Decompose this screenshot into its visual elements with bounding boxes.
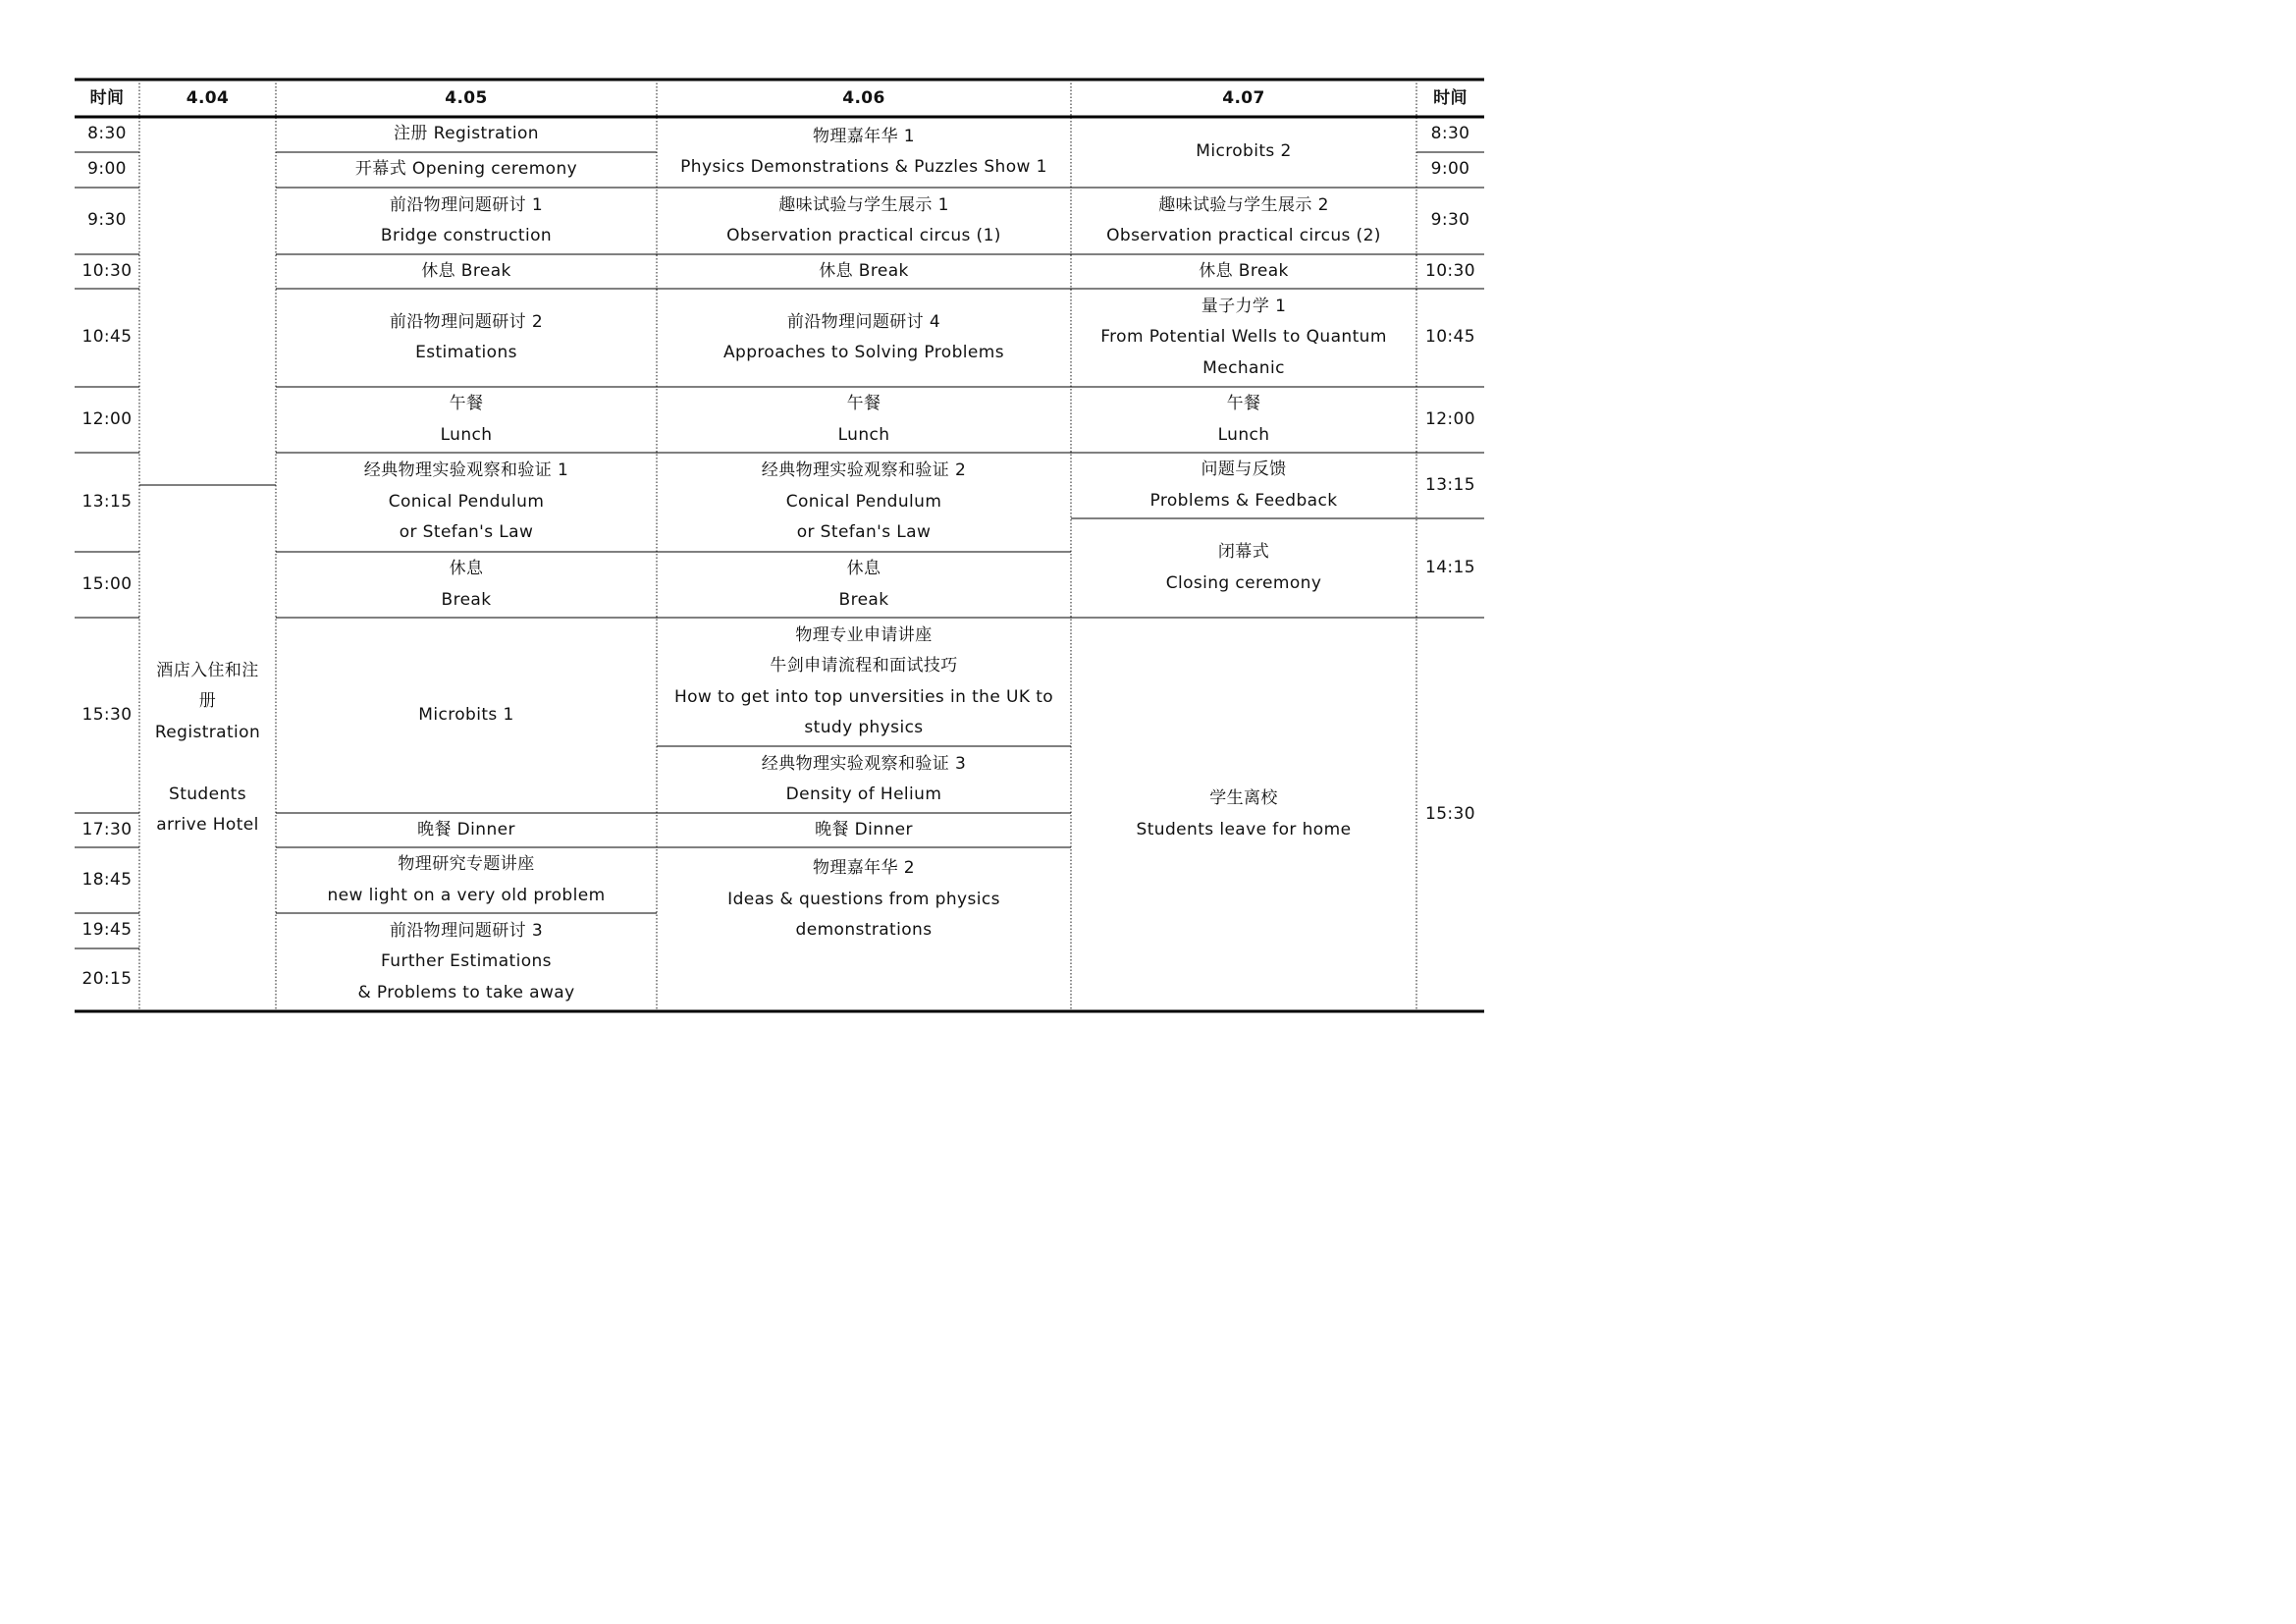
cell-line: 学生离校 bbox=[1209, 788, 1278, 808]
time-right: 8:30 bbox=[1430, 124, 1470, 144]
cell-line: Closing ceremony bbox=[1165, 572, 1322, 593]
event-cell-405 bbox=[276, 618, 657, 813]
cell-line: 晚餐 Dinner bbox=[815, 819, 913, 839]
event-cell-405 bbox=[276, 913, 657, 1011]
time-left: 17:30 bbox=[81, 819, 133, 839]
event-cell-406 bbox=[657, 813, 1071, 847]
cell-line: Problems & Feedback bbox=[1149, 490, 1338, 511]
header-day-407: 4.07 bbox=[1222, 88, 1265, 108]
header-day-406: 4.06 bbox=[842, 88, 885, 108]
time-left: 9:30 bbox=[87, 210, 127, 231]
cell-line: Approaches to Solving Problems bbox=[723, 343, 1004, 362]
event-cell-405 bbox=[276, 453, 657, 552]
event-cell-406 bbox=[657, 618, 1071, 746]
event-cell-407 bbox=[1071, 254, 1416, 289]
cell-line: Estimations bbox=[415, 343, 517, 362]
cell-line: 闭幕式 bbox=[1217, 542, 1270, 562]
event-cell-406 bbox=[657, 289, 1071, 387]
cell-line: 休息 Break bbox=[421, 260, 511, 281]
time-right: 14:15 bbox=[1425, 557, 1475, 577]
cell-line: 午餐 bbox=[449, 394, 484, 413]
cell-line: Microbits 2 bbox=[1196, 141, 1292, 162]
cell-line: 物理嘉年华 1 bbox=[812, 126, 916, 146]
cell-line: 开幕式 Opening ceremony bbox=[354, 159, 578, 180]
time-right: 9:30 bbox=[1430, 210, 1470, 231]
cell-line: 量子力学 1 bbox=[1201, 296, 1287, 316]
cell-line: study physics bbox=[804, 718, 924, 737]
time-left: 15:30 bbox=[81, 704, 133, 725]
time-left: 9:00 bbox=[87, 159, 127, 180]
cell-line: arrive Hotel bbox=[156, 815, 259, 835]
event-cell-405 bbox=[276, 552, 657, 618]
cell-line: 注册 Registration bbox=[394, 124, 539, 144]
event-cell-407 bbox=[1071, 188, 1416, 254]
event-cell-406 bbox=[657, 387, 1071, 453]
event-cell-405 bbox=[276, 152, 657, 188]
time-left: 12:00 bbox=[81, 408, 133, 429]
cell-line: or Stefan's Law bbox=[399, 522, 534, 543]
cell-line: Lunch bbox=[837, 424, 890, 445]
time-right: 10:30 bbox=[1425, 260, 1475, 281]
cell-line: 问题与反馈 bbox=[1201, 460, 1287, 479]
event-cell-405 bbox=[276, 387, 657, 453]
cell-line: or Stefan's Law bbox=[796, 522, 932, 543]
cell-line: 经典物理实验观察和验证 3 bbox=[761, 753, 967, 774]
cell-line: 晚餐 Dinner bbox=[417, 819, 515, 839]
event-cell-405 bbox=[276, 117, 657, 152]
event-cell-406 bbox=[657, 453, 1071, 552]
cell-line: Break bbox=[838, 589, 889, 610]
cell-line: 前沿物理问题研讨 2 bbox=[389, 311, 544, 332]
time-right: 9:00 bbox=[1430, 159, 1470, 180]
event-cell-405 bbox=[276, 289, 657, 387]
cell-line: Density of Helium bbox=[785, 785, 942, 804]
cell-line: Further Estimations bbox=[381, 951, 552, 972]
cell-line: 前沿物理问题研讨 4 bbox=[786, 311, 941, 332]
cell-line: 牛剑申请流程和面试技巧 bbox=[770, 656, 958, 676]
cell-line: 前沿物理问题研讨 1 bbox=[389, 194, 544, 215]
cell-line: From Potential Wells to Quantum bbox=[1100, 327, 1387, 348]
cell-line: demonstrations bbox=[795, 920, 933, 941]
cell-line: 午餐 bbox=[846, 394, 881, 413]
time-left: 8:30 bbox=[87, 124, 127, 144]
event-cell-405 bbox=[276, 188, 657, 254]
cell-line: 午餐 bbox=[1226, 394, 1261, 413]
cell-line: 趣味试验与学生展示 1 bbox=[778, 194, 949, 215]
cell-line: 休息 bbox=[846, 559, 881, 578]
cell-line: Observation practical circus (1) bbox=[726, 226, 1001, 245]
event-cell-406 bbox=[657, 188, 1071, 254]
event-cell-407 bbox=[1071, 117, 1416, 188]
time-left: 10:45 bbox=[81, 327, 133, 348]
event-cell-407 bbox=[1071, 453, 1416, 518]
time-left: 10:30 bbox=[81, 260, 133, 281]
time-left: 13:15 bbox=[81, 491, 133, 512]
cell-line: Microbits 1 bbox=[418, 704, 514, 725]
event-cell-406 bbox=[657, 117, 1071, 188]
schedule-table bbox=[0, 0, 1533, 1085]
time-right: 13:15 bbox=[1425, 474, 1475, 495]
cell-line: Physics Demonstrations & Puzzles Show 1 bbox=[680, 157, 1047, 177]
cell-line: Bridge construction bbox=[380, 226, 553, 245]
cell-line: 物理研究专题讲座 bbox=[398, 854, 535, 874]
time-right: 15:30 bbox=[1425, 803, 1475, 824]
cell-line: Conical Pendulum bbox=[388, 491, 545, 512]
cell-line: Lunch bbox=[440, 424, 493, 445]
cell-line: Break bbox=[441, 589, 492, 610]
cell-line: Students leave for home bbox=[1136, 819, 1352, 839]
event-cell-406 bbox=[657, 847, 1071, 952]
event-cell-407 bbox=[1071, 289, 1416, 387]
cell-line: new light on a very old problem bbox=[327, 885, 606, 905]
time-left: 20:15 bbox=[81, 969, 133, 990]
event-cell-405 bbox=[276, 254, 657, 289]
cell-line: Mechanic bbox=[1202, 357, 1285, 378]
event-cell-404 bbox=[139, 485, 276, 1011]
event-cell-405 bbox=[276, 813, 657, 847]
event-cell-404 bbox=[139, 117, 276, 485]
cell-line: 经典物理实验观察和验证 2 bbox=[761, 460, 967, 481]
cell-line: & Problems to take away bbox=[357, 982, 575, 1002]
cell-line: 休息 bbox=[449, 559, 484, 578]
cell-line: Students bbox=[169, 784, 246, 804]
cell-line: 物理嘉年华 2 bbox=[812, 858, 916, 879]
header-day-404: 4.04 bbox=[186, 88, 230, 108]
event-cell-406 bbox=[657, 746, 1071, 813]
cell-line: 物理专业申请讲座 bbox=[795, 624, 933, 645]
cell-line: 册 bbox=[198, 691, 217, 711]
event-cell-407 bbox=[1071, 387, 1416, 453]
time-left: 15:00 bbox=[81, 573, 133, 594]
header-time-left: 时间 bbox=[89, 88, 125, 108]
time-right: 12:00 bbox=[1425, 408, 1475, 429]
cell-line: Ideas & questions from physics bbox=[727, 889, 1000, 909]
cell-line: Conical Pendulum bbox=[785, 491, 942, 512]
cell-line: Registration bbox=[154, 722, 261, 742]
time-left: 18:45 bbox=[81, 869, 133, 890]
event-cell-407 bbox=[1071, 518, 1416, 618]
cell-line: 前沿物理问题研讨 3 bbox=[389, 920, 544, 941]
cell-line: 休息 Break bbox=[819, 260, 909, 281]
event-cell-406 bbox=[657, 254, 1071, 289]
event-cell-407 bbox=[1071, 618, 1416, 1011]
cell-line: 休息 Break bbox=[1199, 260, 1289, 281]
header-day-405: 4.05 bbox=[445, 88, 488, 108]
cell-line: 经典物理实验观察和验证 1 bbox=[363, 460, 569, 481]
time-left: 19:45 bbox=[81, 920, 133, 941]
cell-line: Observation practical circus (2) bbox=[1106, 226, 1381, 245]
cell-line: 趣味试验与学生展示 2 bbox=[1158, 194, 1329, 215]
time-right: 10:45 bbox=[1425, 327, 1475, 348]
header-time-right: 时间 bbox=[1433, 88, 1468, 108]
cell-line: 酒店入住和注 bbox=[156, 660, 259, 680]
cell-line: How to get into top unversities in the UK to bbox=[673, 686, 1054, 707]
event-cell-405 bbox=[276, 847, 657, 913]
cell-line: Lunch bbox=[1217, 424, 1270, 445]
event-cell-406 bbox=[657, 552, 1071, 618]
